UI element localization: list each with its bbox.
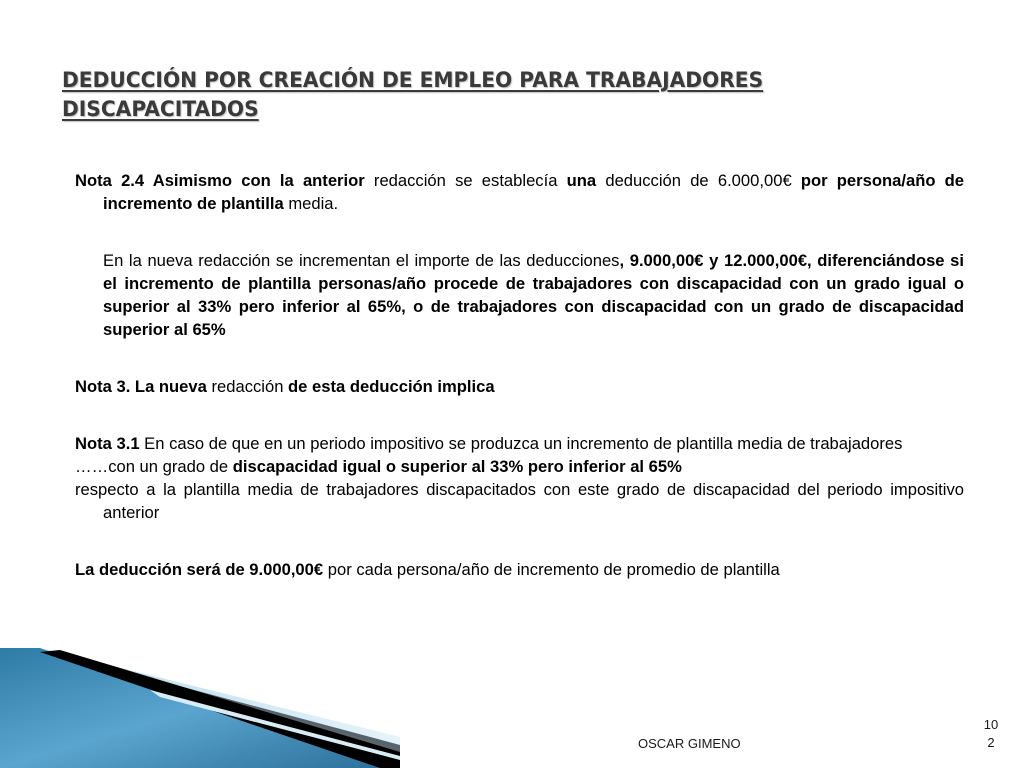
- page-number-line-1: 10: [983, 717, 999, 732]
- paragraph-grado-discapacidad: [75, 455, 964, 478]
- title-line-1: DEDUCCIÓN POR CREACIÓN DE EMPLEO PARA TRABAJADORES: [62, 68, 764, 93]
- footer-author: OSCAR GIMENO: [638, 736, 741, 751]
- slide-body: [75, 169, 964, 581]
- text-bold: Nota 3. La nueva: [75, 377, 212, 396]
- text-bold: , 9.000,00€ y 12.000,00€, diferenciándose si el incremento de plantilla personas/año procede de trabajadores con discapacidad con un grado igual o superior al 33% pero inferior al 65%, o de trabajadores con discapacidad con un grado de discapacidad superior al 65%: [103, 251, 964, 339]
- slide-title: [62, 66, 908, 124]
- text: media.: [283, 194, 339, 213]
- paragraph-nota-3: [75, 375, 964, 398]
- text: En la nueva redacción se incrementan el importe de las deducciones: [103, 251, 620, 270]
- page-number: [976, 716, 1006, 752]
- text: En caso de que en un periodo impositivo se produzca un incremento de plantilla media de trabajadores: [139, 434, 903, 453]
- paragraph-deduccion-9000: [75, 558, 964, 581]
- paragraph-respecto-plantilla: respecto a la plantilla media de trabajadores discapacitados con este grado de discapacidad del periodo impositivo anterior: [75, 480, 964, 522]
- paragraph-nota-3-1: [75, 432, 964, 455]
- paragraph-nota-2-4: [75, 169, 964, 215]
- text-bold: discapacidad igual o superior al 33% pero inferior al 65%: [232, 457, 682, 476]
- text: redacción se establecía: [364, 171, 567, 190]
- text-bold: una: [566, 171, 597, 190]
- text: por cada persona/año de incremento de promedio de plantilla: [323, 560, 780, 579]
- text: ……con un grado de: [75, 457, 233, 476]
- text-bold: por persona/año de incremento de plantilla: [103, 171, 965, 213]
- title-line-2: DISCAPACITADOS: [62, 97, 259, 122]
- text-bold: de esta deducción implica: [283, 377, 495, 396]
- text-bold: Nota 2.4 Asimismo con la anterior: [75, 171, 365, 190]
- text-bold: La deducción será de 9.000,00€: [75, 560, 324, 579]
- page-number-line-2: 2: [987, 735, 995, 750]
- text: deducción de 6.000,00€: [596, 171, 801, 190]
- text: redacción: [211, 377, 284, 396]
- paragraph-nueva-redaccion: [75, 249, 964, 341]
- text-bold: Nota 3.1: [75, 434, 140, 453]
